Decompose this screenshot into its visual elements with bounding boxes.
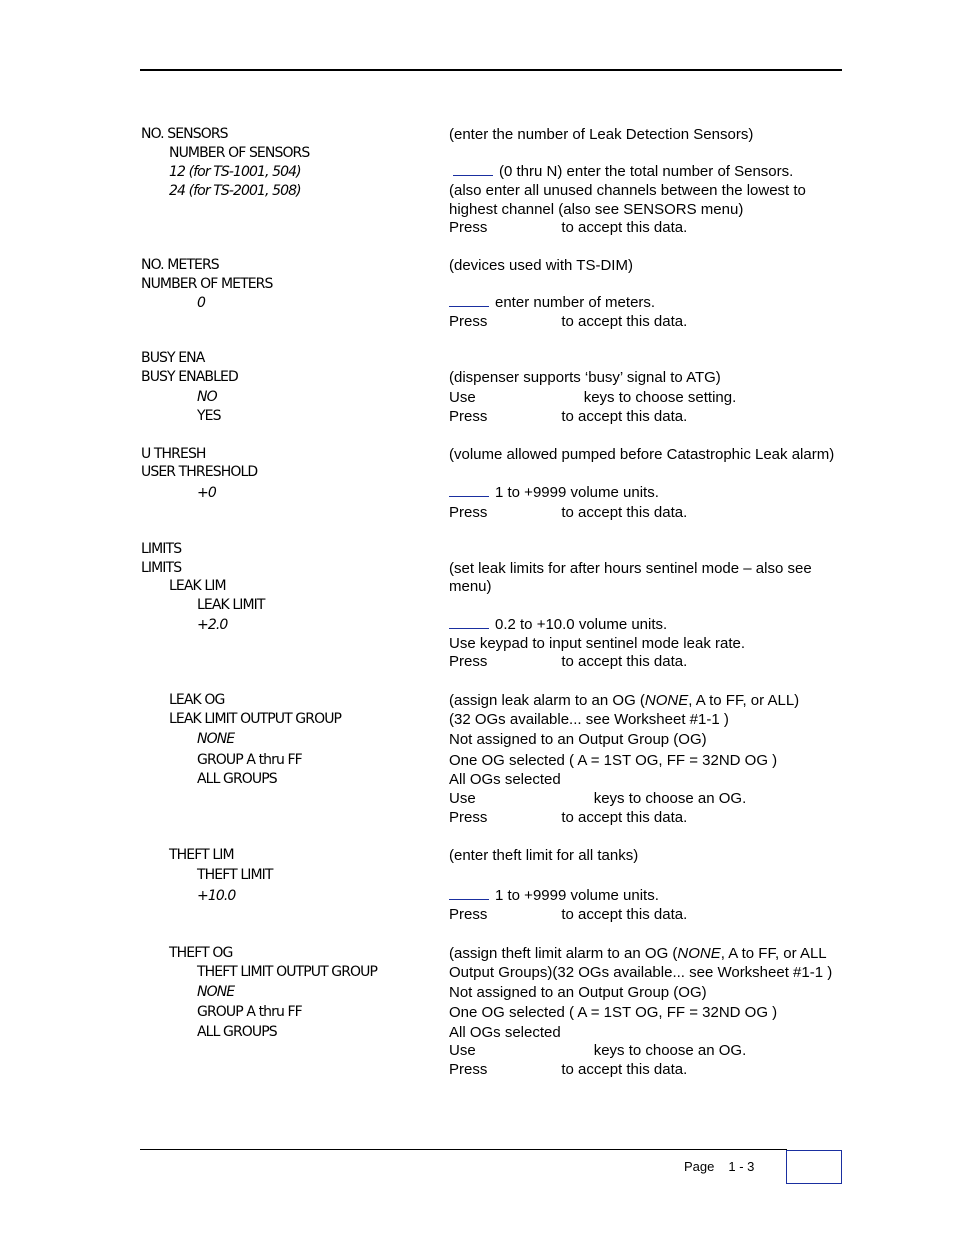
desc-threshold: (volume allowed pumped before Catastrophic Leak alarm) bbox=[449, 446, 835, 463]
entry-sensors: (0 thru N) enter the total number of Sensors. bbox=[453, 164, 793, 179]
press-accept-meters: Press to accept this data. bbox=[449, 313, 688, 330]
desc-busy: (dispenser supports ‘busy’ signal to ATG) bbox=[449, 369, 721, 386]
press-accept-busy: Press to accept this data. bbox=[449, 408, 688, 425]
menu-limits: LIMITS bbox=[141, 541, 182, 557]
page-box bbox=[786, 1150, 842, 1184]
option-leak-all: ALL GROUPS bbox=[197, 771, 277, 787]
submenu-leak-og: LEAK OG bbox=[169, 692, 225, 708]
default-threshold: +0 bbox=[197, 485, 216, 501]
entry-blank bbox=[453, 175, 493, 176]
header-rule bbox=[140, 69, 842, 71]
note-theft-og-available: Output Groups)(32 OGs available... see Worksheet #1-1 ) bbox=[449, 964, 833, 981]
note-sensors-2: highest channel (also see SENSORS menu) bbox=[449, 201, 744, 218]
label-limits: LIMITS bbox=[141, 560, 182, 576]
use-keys-theft-og: Use keys to choose an OG. bbox=[449, 1042, 747, 1059]
desc-limits-2: menu) bbox=[449, 578, 492, 595]
entry-meters: enter number of meters. bbox=[449, 295, 655, 310]
menu-u-thresh: U THRESH bbox=[141, 446, 206, 462]
desc-theft-none: Not assigned to an Output Group (OG) bbox=[449, 984, 707, 1001]
default-theft-limit: +10.0 bbox=[197, 888, 236, 904]
desc-meters: (devices used with TS-DIM) bbox=[449, 257, 633, 274]
entry-blank bbox=[449, 899, 489, 900]
press-accept-leak: Press to accept this data. bbox=[449, 653, 688, 670]
submenu-theft-og: THEFT OG bbox=[169, 945, 233, 961]
label-leak-limit: LEAK LIMIT bbox=[197, 597, 265, 613]
desc-theft-all: All OGs selected bbox=[449, 1024, 561, 1041]
entry-leak-limit: 0.2 to +10.0 volume units. bbox=[449, 617, 667, 632]
press-accept-theft: Press to accept this data. bbox=[449, 906, 688, 923]
entry-theft-limit: 1 to +9999 volume units. bbox=[449, 888, 659, 903]
page-footer bbox=[684, 1159, 754, 1174]
press-accept-theft-og: Press to accept this data. bbox=[449, 1061, 688, 1078]
option-busy-yes: YES bbox=[197, 408, 221, 424]
press-accept-sensors: Press to accept this data. bbox=[449, 219, 688, 236]
press-accept-threshold: Press to accept this data. bbox=[449, 504, 688, 521]
desc-leak-all: All OGs selected bbox=[449, 771, 561, 788]
default-meters: 0 bbox=[197, 295, 206, 311]
note-sensors-1: (also enter all unused channels between the lowest to bbox=[449, 182, 806, 199]
use-keys-busy: Use keys to choose setting. bbox=[449, 389, 737, 406]
label-theft-limit: THEFT LIMIT bbox=[197, 867, 273, 883]
menu-busy-ena: BUSY ENA bbox=[141, 350, 205, 366]
desc-theft-group: One OG selected ( A = 1ST OG, FF = 32ND OG ) bbox=[449, 1004, 778, 1021]
entry-blank bbox=[449, 306, 489, 307]
press-accept-leak-og: Press to accept this data. bbox=[449, 809, 688, 826]
desc-leak-og: (assign leak alarm to an OG (NONE, A to FF, or ALL) bbox=[449, 692, 800, 709]
desc-sensors: (enter the number of Leak Detection Sensors) bbox=[449, 126, 754, 143]
note-leak-og-available: (32 OGs available... see Worksheet #1-1 ) bbox=[449, 711, 729, 728]
submenu-theft-lim: THEFT LIM bbox=[169, 847, 234, 863]
desc-limits-1: (set leak limits for after hours sentinel mode – also see bbox=[449, 560, 812, 577]
desc-theft-og: (assign theft limit alarm to an OG (NONE, A to FF, or ALL bbox=[449, 945, 827, 962]
entry-blank bbox=[449, 496, 489, 497]
label-number-of-meters: NUMBER OF METERS bbox=[141, 276, 273, 292]
default-leak-limit: +2.0 bbox=[197, 617, 228, 633]
note-leak-keypad: Use keypad to input sentinel mode leak rate. bbox=[449, 635, 746, 652]
footer-rule bbox=[140, 1149, 787, 1150]
menu-no-meters: NO. METERS bbox=[141, 257, 219, 273]
label-busy-enabled: BUSY ENABLED bbox=[141, 369, 238, 385]
label-user-threshold: USER THRESHOLD bbox=[141, 464, 258, 480]
page-number: 1 - 3 bbox=[728, 1159, 755, 1174]
use-keys-leak-og: Use keys to choose an OG. bbox=[449, 790, 747, 807]
desc-leak-group: One OG selected ( A = 1ST OG, FF = 32ND OG ) bbox=[449, 752, 778, 769]
label-theft-limit-output-group: THEFT LIMIT OUTPUT GROUP bbox=[197, 964, 378, 980]
option-busy-no: NO bbox=[197, 389, 217, 405]
desc-theft: (enter theft limit for all tanks) bbox=[449, 847, 639, 864]
option-leak-group: GROUP A thru FF bbox=[197, 752, 302, 768]
option-theft-group: GROUP A thru FF bbox=[197, 1004, 302, 1020]
desc-leak-none: Not assigned to an Output Group (OG) bbox=[449, 731, 707, 748]
option-sensors-24: 24 (for TS-2001, 508) bbox=[169, 183, 301, 199]
option-theft-all: ALL GROUPS bbox=[197, 1024, 277, 1040]
option-leak-none: NONE bbox=[197, 731, 235, 747]
entry-threshold: 1 to +9999 volume units. bbox=[449, 485, 659, 500]
menu-no-sensors: NO. SENSORS bbox=[141, 126, 228, 142]
page-label: Page bbox=[684, 1159, 715, 1174]
label-number-of-sensors: NUMBER OF SENSORS bbox=[169, 145, 310, 161]
option-sensors-12: 12 (for TS-1001, 504) bbox=[169, 164, 301, 180]
submenu-leak-lim: LEAK LIM bbox=[169, 578, 226, 594]
option-theft-none: NONE bbox=[197, 984, 235, 1000]
entry-blank bbox=[449, 628, 489, 629]
label-leak-limit-output-group: LEAK LIMIT OUTPUT GROUP bbox=[169, 711, 342, 727]
